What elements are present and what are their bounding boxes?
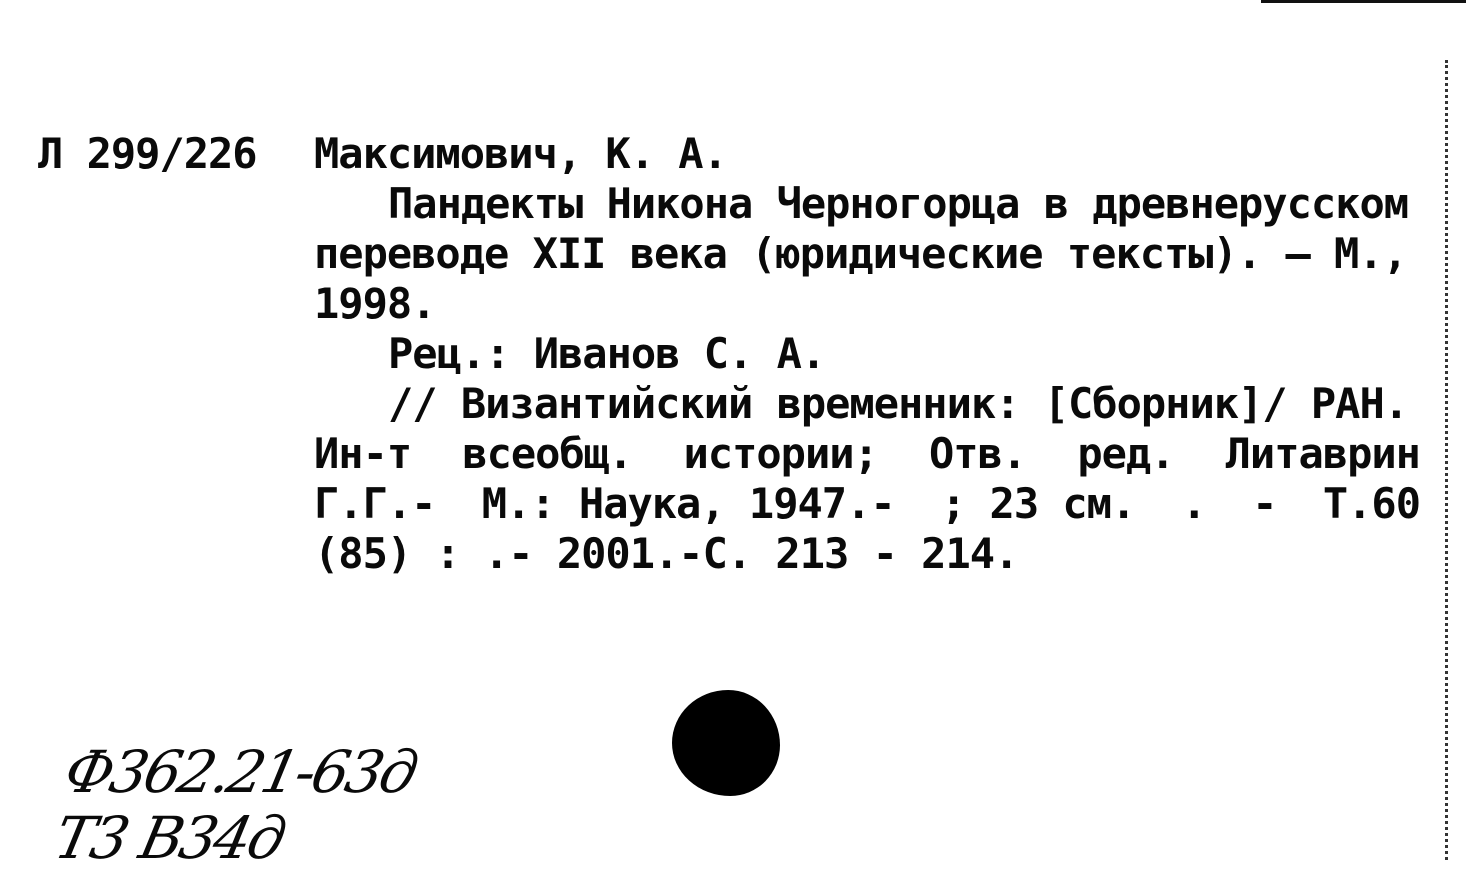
- source-line-1: // Византийский временник: [Сборник]/ РАН.: [388, 379, 1409, 428]
- source-line-3-part: -: [1252, 479, 1277, 528]
- top-edge-rule: [1261, 0, 1466, 3]
- source-line-3-part: Г.Г.-: [314, 479, 436, 528]
- handwritten-line-1: Ф362.21-63д: [58, 738, 422, 806]
- source-line-3-part: Т.60: [1322, 479, 1420, 528]
- title-line-1: Пандекты Никона Черногорца в древнерусском: [388, 179, 1409, 228]
- source-line-3: [314, 480, 1420, 528]
- source-line-2-word: всеобщ.: [462, 429, 633, 478]
- handwritten-classification: [48, 738, 456, 874]
- source-line-2-word: Отв.: [928, 429, 1027, 478]
- punch-hole: [672, 690, 780, 796]
- source-line-2: [314, 430, 1420, 478]
- author-heading: Максимович, К. А.: [314, 129, 727, 178]
- source-line-2-word: ред.: [1077, 429, 1175, 478]
- source-line-4: (85) : .- 2001.-С. 213 - 214.: [314, 529, 1019, 578]
- source-line-3-part: М.: Наука, 1947.-: [481, 479, 895, 528]
- source-line-2-word: Литаврин: [1225, 429, 1420, 478]
- source-line-2-word: истории;: [683, 429, 878, 478]
- source-line-2-word: Ин-т: [314, 429, 412, 478]
- title-line-3: 1998.: [314, 279, 436, 328]
- handwritten-line-2: Т3 В34д: [48, 804, 290, 872]
- shelfmark: Л 299/226: [38, 129, 257, 178]
- review-line: Рец.: Иванов С. А.: [388, 329, 826, 378]
- source-line-3-part: .: [1181, 479, 1206, 528]
- source-line-3-part: ; 23 см.: [940, 479, 1136, 528]
- perforated-edge: [1445, 60, 1448, 860]
- title-line-2: переводе XII века (юридические тексты). – М.,: [314, 229, 1407, 278]
